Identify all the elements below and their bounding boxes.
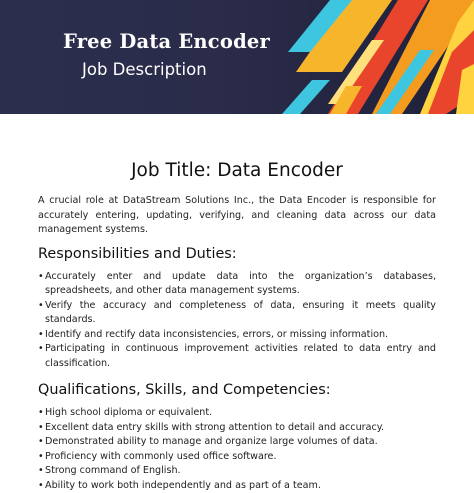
list-item: • Excellent data entry skills with strong attention to detail and accuracy.	[38, 421, 436, 436]
list-item: • Ability to work both independently and as part of a team.	[38, 479, 436, 493]
qualifications-list	[38, 406, 436, 493]
responsibilities-list	[38, 270, 436, 372]
list-item: • Participating in continuous improvement activities related to data entry and classification.	[38, 342, 436, 371]
document-body	[38, 160, 436, 493]
list-item: • Accurately enter and update data into the organization’s databases, spreadsheets, and other data management systems.	[38, 270, 436, 299]
list-item: • Identify and rectify data inconsistencies, errors, or missing information.	[38, 328, 436, 343]
list-item: • Demonstrated ability to manage and organize large volumes of data.	[38, 435, 436, 450]
qualifications-heading: Qualifications, Skills, and Competencies:	[38, 382, 331, 399]
list-item: • Strong command of English.	[38, 464, 436, 479]
header-banner	[0, 0, 474, 114]
intro-paragraph: A crucial role at DataStream Solutions Inc., the Data Encoder is responsible for accurately entering, updating, verifying, and cleaning data across our data management systems.	[38, 195, 436, 236]
abstract-stripes-graphic	[0, 0, 474, 114]
banner-title: Free Data Encoder	[63, 30, 270, 53]
list-item: • Verify the accuracy and completeness of data, ensuring it meets quality standards.	[38, 299, 436, 328]
list-item: • High school diploma or equivalent.	[38, 406, 436, 421]
list-item: • Proficiency with commonly used office software.	[38, 450, 436, 465]
banner-subtitle: Job Description	[82, 60, 207, 79]
responsibilities-heading: Responsibilities and Duties:	[38, 245, 237, 262]
job-title: Job Title: Data Encoder	[131, 160, 343, 181]
